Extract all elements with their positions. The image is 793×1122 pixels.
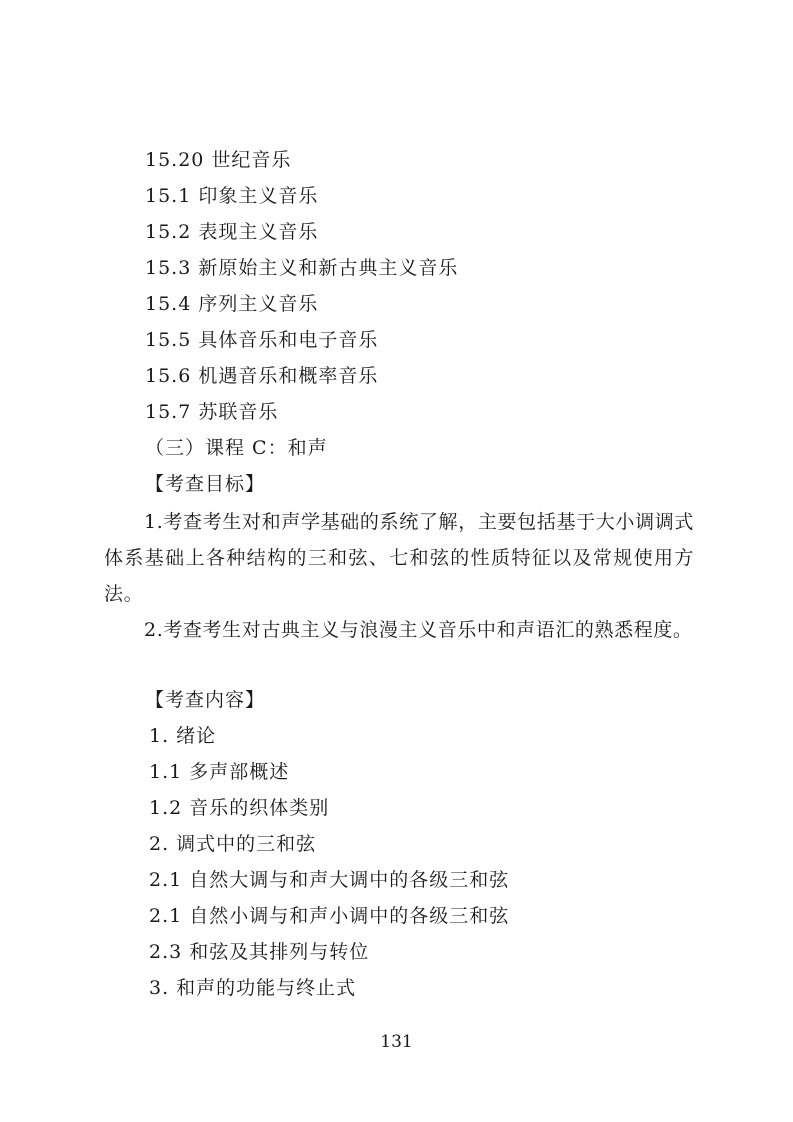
page-number: 131 [380,1032,413,1052]
section-heading-course-c: （三）课程 C：和声 [145,437,328,459]
outline-item-15-5: 15.5 具体音乐和电子音乐 [145,329,379,351]
outline-item-3: 3. 和声的功能与终止式 [149,977,357,999]
outline-item-1-1: 1.1 多声部概述 [149,761,290,783]
heading-objectives: 【考查目标】 [145,473,266,495]
outline-item-2-1-minor: 2.1 自然小调与和声小调中的各级三和弦 [149,905,510,927]
outline-item-15-2: 15.2 表现主义音乐 [145,221,319,243]
outline-item-15-7: 15.7 苏联音乐 [145,401,279,423]
outline-item-1-2: 1.2 音乐的织体类别 [149,797,330,819]
outline-item-2: 2. 调式中的三和弦 [149,833,317,855]
outline-item-15-6: 15.6 机遇音乐和概率音乐 [145,365,379,387]
objective-paragraph-2: 2.考查考生对古典主义与浪漫主义音乐中和声语汇的熟悉程度。 [144,619,693,641]
outline-item-15-20: 15.20 世纪音乐 [145,149,292,171]
outline-item-15-1: 15.1 印象主义音乐 [145,185,319,207]
outline-item-2-1-major: 2.1 自然大调与和声大调中的各级三和弦 [149,869,510,891]
objective-paragraph-1: 1.考查考生对和声学基础的系统了解，主要包括基于大小调调式体系基础上各种结构的三和弦、七和弦的性质特征以及常规使用方法。 [104,511,694,605]
outline-item-15-4: 15.4 序列主义音乐 [145,293,319,315]
outline-item-1: 1. 绪论 [149,725,217,747]
heading-content: 【考查内容】 [145,689,266,711]
outline-item-15-3: 15.3 新原始主义和新古典主义音乐 [145,257,459,279]
outline-item-2-3: 2.3 和弦及其排列与转位 [149,941,370,963]
